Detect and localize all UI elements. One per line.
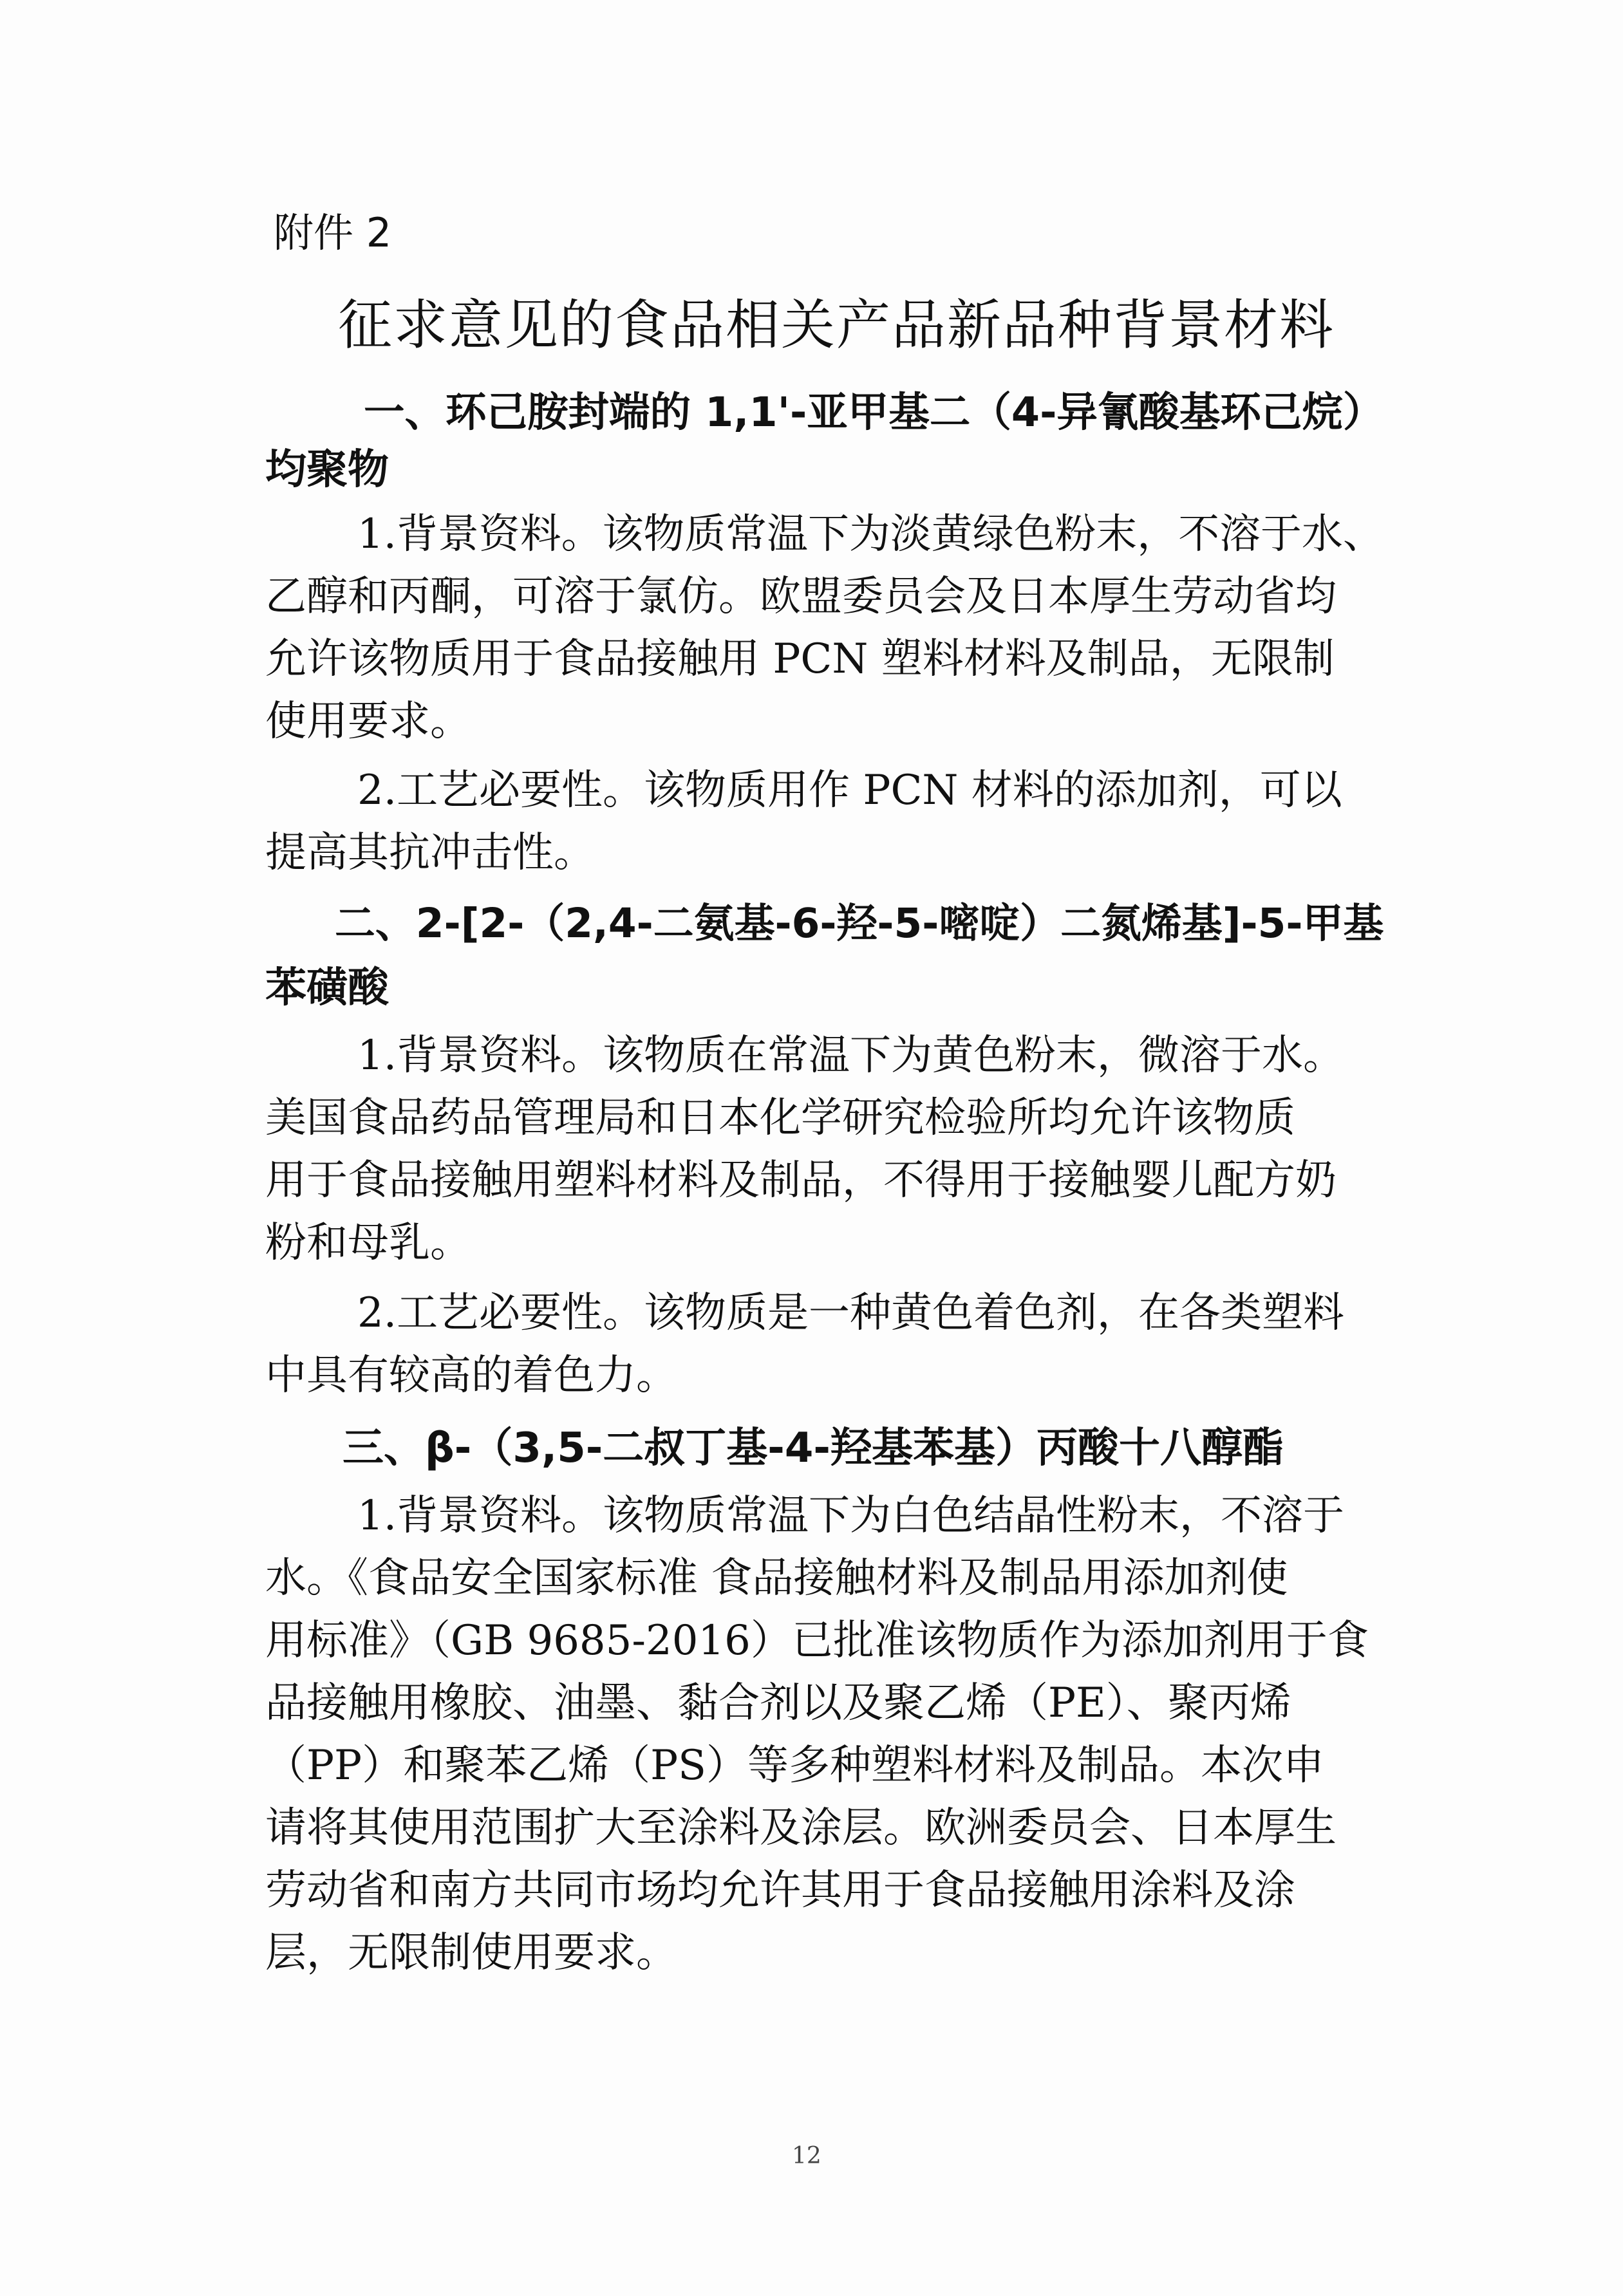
section-1-p1-line-4: 使用要求。 <box>265 698 471 745</box>
section-1-heading-line-2: 均聚物 <box>265 446 389 494</box>
section-3-p1-line-4: 品接触用橡胶、油墨、黏合剂以及聚乙烯（PE）、聚丙烯 <box>265 1679 1291 1727</box>
document-title: 征求意见的食品相关产品新品种背景材料 <box>338 294 1335 357</box>
section-3-p1-line-7: 劳动省和南方共同市场均允许其用于食品接触用涂料及涂 <box>265 1867 1295 1914</box>
section-3-p1-line-5: （PP）和聚苯乙烯（PS）等多种塑料材料及制品。本次申 <box>265 1742 1325 1789</box>
section-1-p2-line-1: 2.工艺必要性。该物质用作 PCN 材料的添加剂，可以 <box>357 767 1342 814</box>
page-number: 12 <box>792 2143 821 2169</box>
section-3-p1-line-1: 1.背景资料。该物质常温下为白色结晶性粉末，不溶于 <box>357 1492 1345 1540</box>
section-3-p1-line-2: 水。《食品安全国家标准 食品接触材料及制品用添加剂使 <box>265 1554 1288 1602</box>
section-3-p1-line-3: 用标准》（GB 9685-2016）已批准该物质作为添加剂用于食 <box>265 1617 1369 1665</box>
section-1-p1-line-3: 允许该物质用于食品接触用 PCN 塑料材料及制品，无限制 <box>265 635 1335 683</box>
section-1-p1-line-1: 1.背景资料。该物质常温下为淡黄绿色粉末，不溶于水、 <box>357 510 1384 558</box>
section-1-p1-line-2: 乙醇和丙酮，可溶于氯仿。欧盟委员会及日本厚生劳动省均 <box>265 573 1337 621</box>
section-1-heading-line-1: 一、环己胺封端的 1,1'-亚甲基二（4-异氰酸基环己烷） <box>364 388 1384 436</box>
attachment-label: 附件 2 <box>274 209 392 256</box>
section-2-p1-line-2: 美国食品药品管理局和日本化学研究检验所均允许该物质 <box>265 1094 1295 1142</box>
section-2-p2-line-2: 中具有较高的着色力。 <box>265 1352 677 1399</box>
section-2-p1-line-1: 1.背景资料。该物质在常温下为黄色粉末，微溶于水。 <box>357 1032 1345 1079</box>
section-2-p2-line-1: 2.工艺必要性。该物质是一种黄色着色剂，在各类塑料 <box>357 1289 1345 1337</box>
section-2-p1-line-3: 用于食品接触用塑料材料及制品，不得用于接触婴儿配方奶 <box>265 1157 1337 1204</box>
section-2-p1-line-4: 粉和母乳。 <box>265 1219 471 1267</box>
section-2-heading-line-1: 二、2-[2-（2,4-二氨基-6-羟-5-嘧啶）二氮烯基]-5-甲基 <box>335 900 1384 947</box>
section-3-p1-line-6: 请将其使用范围扩大至涂料及涂层。欧洲委员会、日本厚生 <box>265 1804 1337 1852</box>
section-3-heading: 三、β-（3,5-二叔丁基-4-羟基苯基）丙酸十八醇酯 <box>342 1424 1284 1472</box>
section-3-p1-line-8: 层，无限制使用要求。 <box>265 1929 677 1977</box>
section-2-heading-line-2: 苯磺酸 <box>265 964 389 1012</box>
section-1-p2-line-2: 提高其抗冲击性。 <box>265 829 595 877</box>
